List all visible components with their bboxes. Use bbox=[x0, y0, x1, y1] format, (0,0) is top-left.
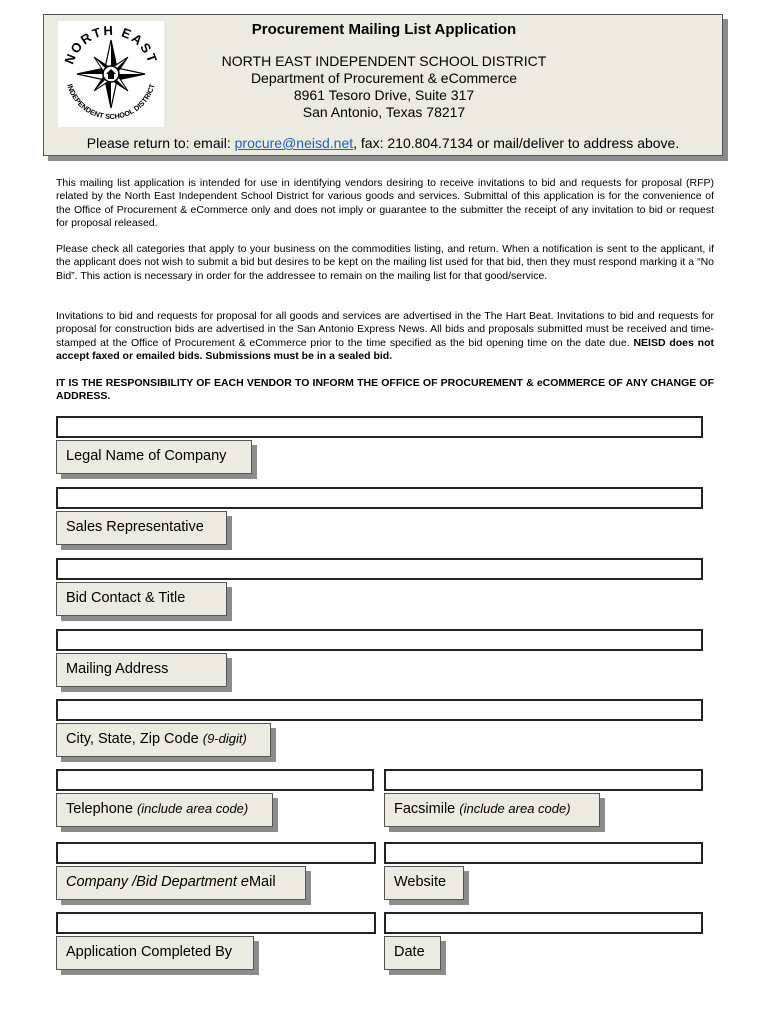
district-name: NORTH EAST INDEPENDENT SCHOOL DISTRICT bbox=[221, 53, 547, 69]
mailing-address-input[interactable] bbox=[56, 629, 703, 651]
city-state-zip-label bbox=[56, 723, 271, 757]
date-label: Date bbox=[384, 936, 441, 970]
company-email-tail: Mail bbox=[248, 874, 276, 890]
telephone-hint: (include area code) bbox=[136, 801, 249, 816]
paragraph-3-text: Invitations to bid and requests for proposal for all goods and services are advertised in the The Hart Beat. Invitations to bid and requests for proposal for construction bids are advertised in the San Antonio Express News. All bids and proposals submitted must be received and time-stamped at the Office of Procurement & eCommerce prior to the time specified as the bid opening time on the date due. bbox=[56, 310, 714, 349]
city-state-zip-hint: (9-digit) bbox=[202, 731, 247, 746]
address-line-1: 8961 Tesoro Drive, Suite 317 bbox=[293, 87, 475, 103]
intro-paragraph-3 bbox=[56, 310, 714, 363]
city-state-zip-input[interactable] bbox=[56, 699, 703, 721]
facsimile-hint: (include area code) bbox=[459, 801, 571, 816]
svg-text:INDEPENDENT SCHOOL DISTRICT: INDEPENDENT SCHOOL DISTRICT bbox=[65, 82, 157, 122]
city-state-zip-text: City, State, Zip Code bbox=[66, 731, 203, 747]
email-link[interactable]: procure@neisd.net bbox=[234, 135, 354, 151]
sales-rep-input[interactable] bbox=[56, 487, 703, 509]
return-suffix: , fax: 210.804.7134 or mail/deliver to address above. bbox=[353, 135, 680, 151]
telephone-input[interactable] bbox=[56, 769, 374, 791]
intro-paragraph-1: This mailing list application is intended for use in identifying vendors desiring to receive invitations to bid and requests for proposal (RFP) related by the North East Independent School District for various goods and services. Submittal of this application is for the convenience of the Office of Procurement & eCommerce only and does not imply or guarantee to the submitter the receipt of any invitation to bid or request for proposal released. bbox=[56, 177, 714, 229]
legal-name-input[interactable] bbox=[56, 416, 703, 438]
form-title: Procurement Mailing List Application bbox=[251, 21, 517, 38]
company-email-input[interactable] bbox=[56, 842, 376, 864]
completed-by-input[interactable] bbox=[56, 912, 376, 934]
facsimile-input[interactable] bbox=[384, 769, 703, 791]
date-input[interactable] bbox=[384, 912, 703, 934]
svg-text:NORTH EAST: NORTH EAST bbox=[61, 22, 161, 67]
telephone-text: Telephone bbox=[66, 801, 137, 817]
facsimile-label bbox=[384, 793, 600, 827]
district-info bbox=[174, 53, 594, 121]
bid-contact-label: Bid Contact & Title bbox=[56, 582, 227, 616]
telephone-label bbox=[56, 793, 273, 827]
return-prefix: Please return to: email: bbox=[86, 135, 235, 151]
paragraph-3-bold: NEISD does not accept faxed or emailed bids. Submissions must be in a sealed bid. bbox=[56, 336, 714, 362]
mailing-address-label: Mailing Address bbox=[56, 653, 227, 687]
intro-paragraph-4: IT IS THE RESPONSIBILITY OF EACH VENDOR TO INFORM THE OFFICE OF PROCUREMENT & eCOMMERCE OF ANY CHANGE OF ADDRESS. bbox=[56, 377, 714, 403]
return-instructions bbox=[44, 135, 722, 151]
header-panel bbox=[43, 14, 723, 156]
facsimile-text: Facsimile bbox=[394, 801, 460, 817]
legal-name-label: Legal Name of Company bbox=[56, 440, 252, 474]
website-input[interactable] bbox=[384, 842, 703, 864]
company-email-label bbox=[56, 866, 306, 900]
bid-contact-input[interactable] bbox=[56, 558, 703, 580]
company-email-text: Company /Bid Department e bbox=[66, 874, 249, 890]
sales-rep-label: Sales Representative bbox=[56, 511, 227, 545]
completed-by-label: Application Completed By bbox=[56, 936, 254, 970]
department-name: Department of Procurement & eCommerce bbox=[250, 70, 518, 86]
district-logo bbox=[58, 21, 164, 127]
intro-paragraph-2: Please check all categories that apply to your business on the commodities listing, and return. When a notification is sent to the applicant, if the applicant does not wish to submit a bid but desires to be kept on the mailing list used for that bid, then they must respond marking it a “No Bid”. This action is necessary in order for the addressee to remain on the mailing list for that good/service. bbox=[56, 243, 714, 282]
website-label: Website bbox=[384, 866, 464, 900]
address-line-2: San Antonio, Texas 78217 bbox=[302, 104, 466, 120]
